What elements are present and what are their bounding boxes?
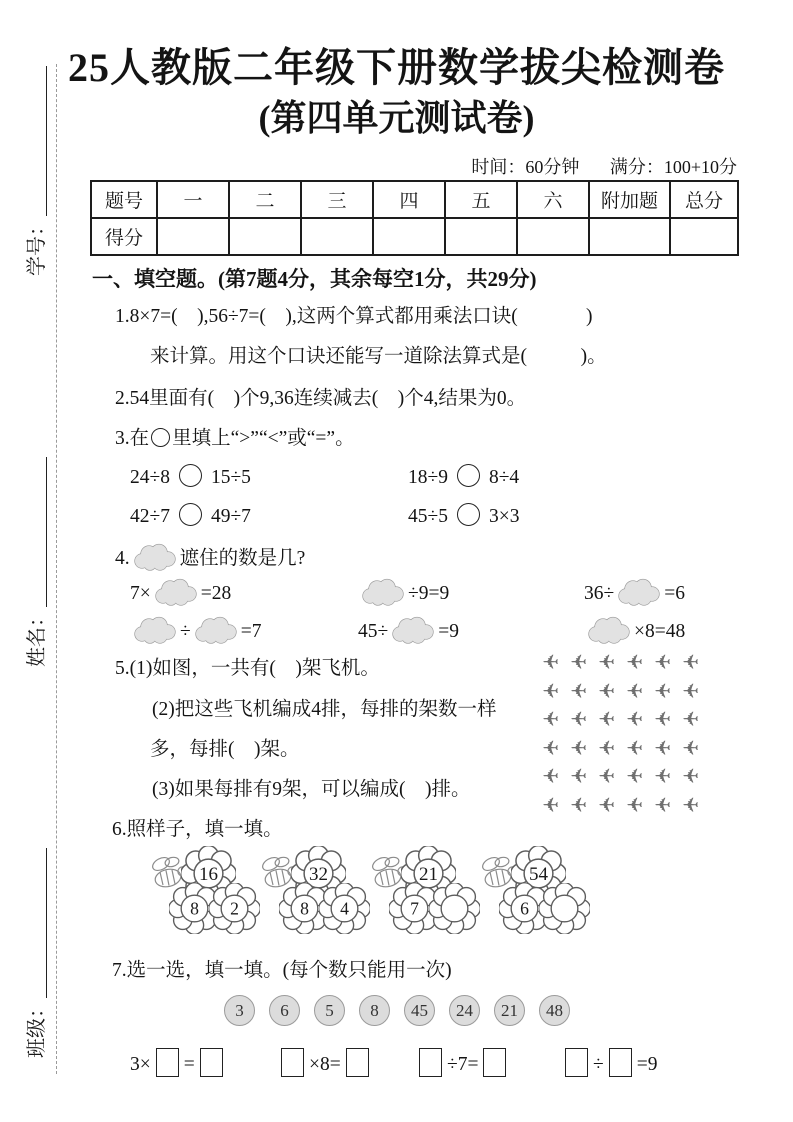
q3-left: 42÷7 [130, 506, 170, 527]
margin-blank-line[interactable] [22, 457, 47, 607]
compare-circle-icon[interactable] [179, 503, 202, 526]
score-table-row-label: 得分 [91, 218, 157, 255]
equation-text: =9 [438, 621, 459, 642]
score-table-column: 四 [373, 181, 445, 218]
section-heading: 一、填空题。(第7题4分，其余每空1分，共29分) [92, 267, 537, 291]
svg-text:32: 32 [308, 863, 329, 885]
cloud-icon-slot [130, 548, 180, 569]
q4-equation [584, 616, 685, 645]
margin-label: 姓名： [25, 607, 48, 667]
compare-circle-icon[interactable] [457, 503, 480, 526]
q7-equations [130, 1048, 742, 1088]
equation-text: =7 [240, 621, 262, 642]
equation-text: 7× [130, 583, 151, 604]
time-label: 时间：60分钟 [471, 157, 580, 177]
score-table-score-row [91, 218, 738, 255]
score-cell[interactable] [517, 218, 589, 255]
q5-line1: 5.(1)如图，一共有( )架飞机。 [115, 658, 380, 679]
airplane-icon: ✈ [542, 707, 559, 731]
cloud-icon [586, 616, 632, 645]
cloud-icon [616, 578, 662, 607]
q7-equation [130, 1048, 228, 1077]
score-cell[interactable] [373, 218, 445, 255]
full-score-label: 满分：100+10分 [609, 157, 737, 177]
cloud-icon [390, 616, 436, 645]
q3-right: 3×3 [488, 506, 520, 527]
score-table-column: 六 [517, 181, 589, 218]
margin-label-group [20, 457, 49, 667]
q7-equation [414, 1048, 511, 1077]
cloud-icon [132, 616, 178, 645]
airplane-icon: ✈ [570, 764, 587, 788]
airplane-icon: ✈ [542, 792, 559, 817]
compare-circle-icon [151, 428, 170, 447]
score-table-column: 总分 [670, 181, 738, 218]
airplane-icon: ✈ [570, 678, 587, 703]
number-choice[interactable]: 21 [494, 995, 525, 1026]
q4-equation [584, 578, 685, 607]
number-choices [224, 995, 570, 1026]
equation-text: 3× [130, 1054, 151, 1075]
blank-box [565, 1048, 588, 1077]
airplane-icon: ✈ [598, 707, 615, 731]
airplane-icon: ✈ [682, 707, 699, 731]
airplane-icon: ✈ [542, 735, 559, 760]
airplane-icon: ✈ [682, 735, 699, 760]
q7-equation [560, 1048, 657, 1077]
compare-circle-icon[interactable] [457, 464, 480, 487]
airplane-icon: ✈ [598, 792, 615, 817]
q3-comparison [408, 464, 519, 489]
q5-line3: 多，每排( )架。 [150, 739, 300, 760]
airplane-icon: ✈ [682, 764, 699, 788]
q4-row-2 [130, 616, 742, 650]
q3-row-2 [130, 503, 742, 537]
airplane-row [531, 793, 711, 822]
score-table-column: 三 [301, 181, 373, 218]
equation-text: ÷7= [447, 1054, 479, 1075]
q3-right: 15÷5 [210, 467, 251, 488]
score-cell[interactable] [157, 218, 229, 255]
airplane-row [531, 707, 711, 736]
q3-right: 49÷7 [210, 506, 251, 527]
number-choice[interactable]: 48 [539, 995, 570, 1026]
svg-text:6: 6 [520, 898, 529, 919]
airplane-icon: ✈ [682, 678, 699, 703]
bee-flower-group [260, 846, 375, 951]
score-table-column: 五 [445, 181, 517, 218]
margin-blank-line[interactable] [22, 848, 47, 998]
q3-comparison [130, 464, 251, 489]
equation-text: ÷ [180, 621, 191, 642]
equation-text: =28 [200, 583, 232, 604]
number-choice[interactable]: 3 [224, 995, 255, 1026]
airplane-icon: ✈ [626, 707, 643, 731]
q4-equation [358, 578, 449, 607]
blank-box [281, 1048, 304, 1077]
airplane-row [531, 736, 711, 765]
q3-right: 8÷4 [488, 467, 520, 488]
cloud-icon [360, 578, 406, 607]
airplane-icon: ✈ [654, 764, 671, 788]
airplane-icon: ✈ [654, 678, 671, 703]
airplane-icon: ✈ [542, 678, 559, 703]
bee-flower-group [480, 846, 595, 951]
airplane-row [531, 679, 711, 708]
airplane-grid [531, 650, 711, 821]
cloud-icon [153, 578, 199, 607]
bee-flower-group [150, 846, 265, 951]
page-subtitle: (第四单元测试卷) [258, 98, 535, 138]
cloud-icon [193, 616, 239, 645]
cloud-icon [132, 543, 178, 572]
flower-icon [319, 883, 370, 934]
number-choice[interactable]: 24 [449, 995, 480, 1026]
q3-comparison [130, 503, 251, 528]
q4-prefix: 4. [115, 548, 130, 569]
q3-heading [115, 426, 355, 452]
svg-text:54: 54 [528, 863, 549, 885]
airplane-icon: ✈ [682, 650, 699, 674]
airplane-icon: ✈ [682, 792, 699, 817]
airplane-icon: ✈ [654, 707, 671, 731]
q3-row-1 [130, 464, 742, 498]
blank-box [609, 1048, 632, 1077]
airplane-row [531, 650, 711, 679]
score-table-header-row [91, 181, 738, 218]
flower-icon [429, 883, 480, 934]
airplane-icon: ✈ [570, 792, 587, 817]
score-table-header-label: 题号 [91, 181, 157, 218]
equation-text: =9 [636, 1054, 658, 1075]
margin-labels [16, 66, 52, 1058]
airplane-icon: ✈ [654, 735, 671, 760]
score-table [90, 180, 739, 256]
svg-text:2: 2 [230, 898, 239, 919]
blank-box [156, 1048, 179, 1077]
blank-box [483, 1048, 506, 1077]
airplane-icon: ✈ [626, 792, 643, 817]
airplane-icon: ✈ [598, 764, 615, 788]
q3-left: 24÷8 [130, 467, 170, 488]
q7-equation [276, 1048, 374, 1077]
svg-text:8: 8 [190, 898, 199, 919]
flower-icon [209, 883, 260, 934]
number-choice[interactable]: 8 [359, 995, 390, 1026]
equation-text: 36÷ [584, 583, 615, 604]
airplane-row [531, 764, 711, 793]
bee-flower-group [370, 846, 485, 951]
airplane-icon: ✈ [570, 707, 587, 731]
q5-line2: (2)把这些飞机编成4排，每排的架数一样 [152, 699, 497, 720]
q3-prefix: 3.在 [115, 428, 150, 449]
equation-text: ÷ [593, 1054, 604, 1075]
compare-circle-icon[interactable] [179, 464, 202, 487]
svg-text:4: 4 [340, 898, 349, 919]
score-table-column: 附加题 [589, 181, 670, 218]
score-cell[interactable] [229, 218, 301, 255]
q5-line4: (3)如果每排有9架，可以编成( )排。 [152, 779, 471, 800]
airplane-icon: ✈ [542, 650, 559, 674]
q4-heading [115, 543, 305, 572]
blank-box [200, 1048, 223, 1077]
airplane-icon: ✈ [626, 650, 643, 674]
score-cell[interactable] [445, 218, 517, 255]
q6-heading: 6.照样子，填一填。 [112, 819, 283, 840]
q3-comparison [408, 503, 519, 528]
number-choice[interactable]: 5 [314, 995, 345, 1026]
equation-text: = [183, 1054, 195, 1075]
margin-label: 学号： [25, 216, 48, 276]
number-choice[interactable]: 6 [269, 995, 300, 1026]
airplane-icon: ✈ [542, 764, 559, 788]
score-cell[interactable] [670, 218, 738, 255]
airplane-icon: ✈ [598, 735, 615, 760]
bee-flower-groups [150, 846, 620, 951]
score-table-column: 二 [229, 181, 301, 218]
blank-box [346, 1048, 369, 1077]
airplane-icon: ✈ [626, 678, 643, 703]
q4-suffix: 遮住的数是几? [179, 548, 306, 569]
margin-label-group [20, 848, 49, 1058]
blank-box [419, 1048, 442, 1077]
airplane-icon: ✈ [570, 650, 587, 674]
svg-text:8: 8 [300, 898, 309, 919]
equation-text: =6 [664, 583, 685, 604]
airplane-icon: ✈ [654, 792, 671, 817]
fold-line [56, 64, 57, 1074]
svg-text:21: 21 [418, 863, 439, 885]
page-title: 25人教版二年级下册数学拔尖检测卷 [68, 45, 725, 90]
q3-suffix: 里填上“>”“<”或“=”。 [172, 428, 355, 449]
svg-text:16: 16 [198, 863, 219, 885]
q4-equation [130, 616, 261, 645]
svg-text:7: 7 [410, 898, 419, 919]
q1-line1: 1.8×7=( ),56÷7=( ),这两个算式都用乘法口诀( ) [115, 306, 593, 327]
score-table-column: 一 [157, 181, 229, 218]
airplane-icon: ✈ [570, 735, 587, 760]
q1-line2: 来计算。用这个口诀还能写一道除法算式是( )。 [150, 346, 607, 367]
q2-text: 2.54里面有( )个9,36连续减去( )个4,结果为0。 [115, 388, 527, 409]
q3-left: 45÷5 [408, 506, 448, 527]
equation-text: ×8=48 [634, 621, 686, 642]
airplane-icon: ✈ [626, 735, 643, 760]
margin-label: 班级： [25, 998, 48, 1058]
airplane-icon: ✈ [598, 650, 615, 674]
q3-left: 18÷9 [408, 467, 448, 488]
flower-icon [539, 883, 590, 934]
airplane-icon: ✈ [598, 678, 615, 703]
number-choice[interactable]: 45 [404, 995, 435, 1026]
q4-equation [358, 616, 459, 645]
q4-row-1 [130, 578, 742, 612]
equation-text: ÷9=9 [408, 583, 450, 604]
exam-meta [445, 153, 737, 179]
score-cell[interactable] [301, 218, 373, 255]
airplane-icon: ✈ [626, 764, 643, 788]
equation-text: 45÷ [358, 621, 389, 642]
q4-equation [130, 578, 231, 607]
score-cell[interactable] [589, 218, 670, 255]
airplane-icon: ✈ [654, 650, 671, 674]
q7-heading: 7.选一选，填一填。(每个数只能用一次) [112, 960, 452, 981]
equation-text: ×8= [309, 1054, 341, 1075]
